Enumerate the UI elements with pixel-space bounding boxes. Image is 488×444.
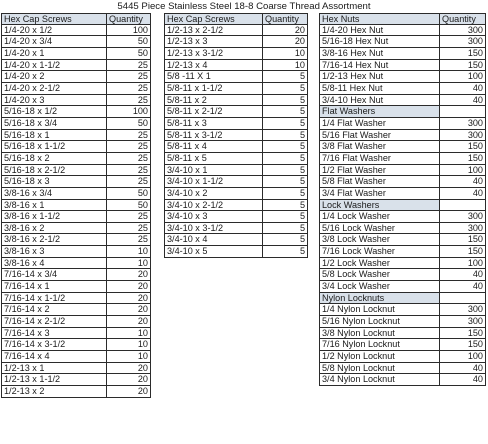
- table-row: [1, 246, 151, 258]
- table-row: [164, 83, 308, 95]
- quantity-cell: 20: [107, 304, 151, 315]
- quantity-cell: 50: [107, 36, 151, 47]
- table-row: [164, 71, 308, 83]
- table-row: [1, 95, 151, 107]
- item-name-cell: 3/8-16 Hex Nut: [319, 48, 440, 59]
- section-header-row: [319, 293, 486, 305]
- item-name-cell: 7/16-14 x 1-1/2: [1, 293, 107, 304]
- table-row: [164, 25, 308, 37]
- quantity-cell: 100: [107, 106, 151, 117]
- quantity-cell: 300: [440, 304, 486, 315]
- table-row: [319, 223, 486, 235]
- item-name-cell: 3/4 Lock Washer: [319, 281, 440, 292]
- table-row: [164, 234, 308, 246]
- table-row: [164, 223, 308, 235]
- table-row: [319, 83, 486, 95]
- table-row: [1, 200, 151, 212]
- item-name-cell: 1/4 Flat Washer: [319, 118, 440, 129]
- table-row: [164, 211, 308, 223]
- quantity-cell: 20: [107, 386, 151, 397]
- quantity-cell: 40: [440, 188, 486, 199]
- item-name-cell: 3/4-10 x 2: [164, 188, 263, 199]
- item-name-cell: 7/16-14 x 3-1/2: [1, 339, 107, 350]
- item-name-cell: 5/16-18 x 1/2: [1, 106, 107, 117]
- page-title: 5445 Piece Stainless Steel 18-8 Coarse Thread Assortment: [117, 1, 371, 12]
- item-name-cell: 1/4-20 x 2: [1, 71, 107, 82]
- table-header-row: [319, 13, 486, 25]
- item-name-cell: 3/4-10 Hex Nut: [319, 95, 440, 106]
- table-row: [1, 316, 151, 328]
- quantity-cell: 20: [107, 363, 151, 374]
- item-name-cell: 1/4-20 Hex Nut: [319, 25, 440, 36]
- item-name-cell: 1/2-13 x 3-1/2: [164, 48, 263, 59]
- table-row: [319, 281, 486, 293]
- quantity-cell: 300: [440, 211, 486, 222]
- item-name-cell: 3/4-10 x 1-1/2: [164, 176, 263, 187]
- quantity-cell: 5: [263, 234, 308, 245]
- table-row: [319, 211, 486, 223]
- quantity-cell: 50: [107, 188, 151, 199]
- quantity-cell: 10: [107, 339, 151, 350]
- table-row: [319, 328, 486, 340]
- item-name-cell: 3/8 Flat Washer: [319, 141, 440, 152]
- table-row: [1, 153, 151, 165]
- quantity-cell: 5: [263, 200, 308, 211]
- table-row: [1, 269, 151, 281]
- item-name-cell: 5/8-11 x 5: [164, 153, 263, 164]
- quantity-cell: 25: [107, 153, 151, 164]
- quantity-cell: 100: [440, 258, 486, 269]
- table-row: [319, 36, 486, 48]
- table-row: [1, 386, 151, 398]
- quantity-cell: 300: [440, 223, 486, 234]
- table-row: [319, 130, 486, 142]
- quantity-cell: 40: [440, 281, 486, 292]
- item-name-cell: 1/4-20 x 2-1/2: [1, 83, 107, 94]
- table-header-row: [164, 13, 308, 25]
- quantity-cell: 5: [263, 211, 308, 222]
- quantity-cell: 25: [107, 83, 151, 94]
- table-row: [319, 351, 486, 363]
- item-name-cell: 3/8-16 x 1: [1, 200, 107, 211]
- table-row: [1, 36, 151, 48]
- item-name-cell: 5/8 -11 X 1: [164, 71, 263, 82]
- quantity-cell: 5: [263, 188, 308, 199]
- item-name-cell: 7/16 Nylon Locknut: [319, 339, 440, 350]
- table-row: [1, 363, 151, 375]
- table-row: [164, 118, 308, 130]
- quantity-cell: 20: [263, 36, 308, 47]
- item-name-cell: 3/8-16 x 4: [1, 258, 107, 269]
- quantity-cell: 5: [263, 165, 308, 176]
- column-header-quantity: Quantity: [440, 14, 486, 24]
- quantity-cell: 25: [107, 165, 151, 176]
- section-title: Flat Washers: [319, 106, 440, 117]
- quantity-cell: 300: [440, 36, 486, 47]
- table-row: [1, 71, 151, 83]
- table-row: [319, 316, 486, 328]
- table-row: [164, 36, 308, 48]
- item-name-cell: 5/8-11 x 3: [164, 118, 263, 129]
- item-name-cell: 5/8-11 x 3-1/2: [164, 130, 263, 141]
- quantity-cell: 100: [107, 25, 151, 36]
- table-row: [1, 328, 151, 340]
- table-row: [1, 60, 151, 72]
- table-row: [319, 363, 486, 375]
- quantity-cell: 5: [263, 176, 308, 187]
- table-row: [319, 258, 486, 270]
- table-row: [319, 60, 486, 72]
- item-name-cell: 7/16 Flat Washer: [319, 153, 440, 164]
- section-title: Lock Washers: [319, 200, 440, 211]
- item-name-cell: 5/16 Flat Washer: [319, 130, 440, 141]
- item-name-cell: 3/8-16 x 2-1/2: [1, 234, 107, 245]
- quantity-cell: 50: [107, 118, 151, 129]
- table-row: [319, 118, 486, 130]
- quantity-cell: 25: [107, 60, 151, 71]
- table-row: [319, 246, 486, 258]
- table-row: [164, 188, 308, 200]
- quantity-cell: 20: [107, 281, 151, 292]
- section-header-row: [319, 106, 486, 118]
- quantity-cell: 150: [440, 60, 486, 71]
- quantity-cell: 50: [107, 48, 151, 59]
- item-name-cell: 5/8-11 Hex Nut: [319, 83, 440, 94]
- item-name-cell: 1/2-13 Hex Nut: [319, 71, 440, 82]
- quantity-cell: 25: [107, 223, 151, 234]
- section-header-row: [319, 200, 486, 212]
- quantity-cell: 20: [107, 316, 151, 327]
- table-row: [1, 339, 151, 351]
- table-row: [1, 351, 151, 363]
- quantity-cell: 25: [107, 176, 151, 187]
- column-header-item: Hex Cap Screws: [1, 14, 107, 24]
- item-name-cell: 1/2 Nylon Locknut: [319, 351, 440, 362]
- table-row: [164, 106, 308, 118]
- item-name-cell: 3/8-16 x 1-1/2: [1, 211, 107, 222]
- item-name-cell: 5/8-11 x 2: [164, 95, 263, 106]
- item-name-cell: 3/8 Nylon Locknut: [319, 328, 440, 339]
- quantity-cell: 150: [440, 153, 486, 164]
- quantity-cell: 300: [440, 25, 486, 36]
- quantity-cell: [440, 106, 486, 117]
- item-name-cell: 5/16-18 x 1-1/2: [1, 141, 107, 152]
- table-header-row: [1, 13, 151, 25]
- quantity-cell: 150: [440, 48, 486, 59]
- quantity-cell: 20: [107, 293, 151, 304]
- table-row: [164, 130, 308, 142]
- quantity-cell: 40: [440, 363, 486, 374]
- table-row: [319, 71, 486, 83]
- item-name-cell: 5/8-11 x 2-1/2: [164, 106, 263, 117]
- table-row: [1, 165, 151, 177]
- table-row: [319, 25, 486, 37]
- table-row: [1, 211, 151, 223]
- item-name-cell: 7/16-14 x 3: [1, 328, 107, 339]
- column-header-item: Hex Cap Screws: [164, 14, 263, 24]
- quantity-cell: 40: [440, 374, 486, 385]
- item-name-cell: 5/16 Lock Washer: [319, 223, 440, 234]
- table-row: [1, 118, 151, 130]
- item-name-cell: 1/2-13 x 2-1/2: [164, 25, 263, 36]
- table-row: [164, 60, 308, 72]
- table-body: [319, 25, 486, 386]
- item-name-cell: 5/16-18 x 1: [1, 130, 107, 141]
- item-name-cell: 1/4-20 x 1-1/2: [1, 60, 107, 71]
- table-row: [164, 95, 308, 107]
- item-name-cell: 5/8 Flat Washer: [319, 176, 440, 187]
- table-row: [319, 95, 486, 107]
- item-name-cell: 3/8-16 x 2: [1, 223, 107, 234]
- table-body: [164, 25, 308, 258]
- quantity-cell: 10: [107, 351, 151, 362]
- item-name-cell: 7/16-14 Hex Nut: [319, 60, 440, 71]
- item-name-cell: 3/4 Nylon Locknut: [319, 374, 440, 385]
- item-name-cell: 3/4-10 x 3-1/2: [164, 223, 263, 234]
- table-row: [319, 188, 486, 200]
- quantity-cell: 25: [107, 141, 151, 152]
- table-row: [164, 200, 308, 212]
- item-name-cell: 3/8 Lock Washer: [319, 234, 440, 245]
- table-row: [1, 304, 151, 316]
- quantity-cell: 5: [263, 83, 308, 94]
- quantity-cell: 5: [263, 141, 308, 152]
- quantity-cell: 10: [107, 258, 151, 269]
- quantity-cell: 20: [107, 269, 151, 280]
- item-name-cell: 1/4-20 x 1: [1, 48, 107, 59]
- item-name-cell: 5/16-18 Hex Nut: [319, 36, 440, 47]
- table-row: [1, 83, 151, 95]
- table-nuts-washers: [319, 13, 486, 386]
- item-name-cell: 3/8-16 x 3: [1, 246, 107, 257]
- quantity-cell: 5: [263, 130, 308, 141]
- item-name-cell: 1/4-20 x 3/4: [1, 36, 107, 47]
- table-row: [1, 176, 151, 188]
- item-name-cell: 5/16-18 x 3/4: [1, 118, 107, 129]
- column-header-quantity: Quantity: [107, 14, 151, 24]
- quantity-cell: [440, 293, 486, 304]
- table-row: [1, 281, 151, 293]
- quantity-cell: 100: [440, 71, 486, 82]
- table-row: [1, 234, 151, 246]
- item-name-cell: 7/16-14 x 2-1/2: [1, 316, 107, 327]
- column-header-quantity: Quantity: [263, 14, 308, 24]
- quantity-cell: 10: [263, 60, 308, 71]
- item-name-cell: 1/4 Lock Washer: [319, 211, 440, 222]
- table-body: [1, 25, 151, 398]
- item-name-cell: 7/16-14 x 4: [1, 351, 107, 362]
- quantity-cell: 20: [107, 374, 151, 385]
- quantity-cell: 150: [440, 246, 486, 257]
- quantity-cell: 50: [107, 200, 151, 211]
- quantity-cell: 5: [263, 95, 308, 106]
- table-row: [1, 188, 151, 200]
- table-hex-cap-screws-2: [164, 13, 308, 258]
- quantity-cell: 40: [440, 95, 486, 106]
- table-hex-cap-screws-1: [1, 13, 151, 398]
- item-name-cell: 3/4-10 x 1: [164, 165, 263, 176]
- item-name-cell: 1/4 Nylon Locknut: [319, 304, 440, 315]
- quantity-cell: 10: [107, 246, 151, 257]
- item-name-cell: 1/2-13 x 1: [1, 363, 107, 374]
- quantity-cell: 300: [440, 316, 486, 327]
- quantity-cell: 25: [107, 211, 151, 222]
- quantity-cell: 300: [440, 118, 486, 129]
- table-row: [319, 153, 486, 165]
- item-name-cell: 1/2-13 x 2: [1, 386, 107, 397]
- quantity-cell: 100: [440, 351, 486, 362]
- quantity-cell: 25: [107, 95, 151, 106]
- item-name-cell: 5/8 Nylon Locknut: [319, 363, 440, 374]
- quantity-cell: 5: [263, 71, 308, 82]
- quantity-cell: [440, 200, 486, 211]
- quantity-cell: 5: [263, 106, 308, 117]
- quantity-cell: 5: [263, 118, 308, 129]
- item-name-cell: 1/4-20 x 3: [1, 95, 107, 106]
- quantity-cell: 40: [440, 83, 486, 94]
- table-row: [319, 374, 486, 386]
- item-name-cell: 5/16-18 x 3: [1, 176, 107, 187]
- item-name-cell: 1/4-20 x 1/2: [1, 25, 107, 36]
- item-name-cell: 3/4-10 x 4: [164, 234, 263, 245]
- item-name-cell: 5/8-11 x 1-1/2: [164, 83, 263, 94]
- table-row: [319, 141, 486, 153]
- table-row: [319, 176, 486, 188]
- quantity-cell: 150: [440, 234, 486, 245]
- item-name-cell: 5/16-18 x 2: [1, 153, 107, 164]
- table-row: [164, 165, 308, 177]
- quantity-cell: 150: [440, 328, 486, 339]
- item-name-cell: 3/4-10 x 5: [164, 246, 263, 257]
- table-row: [164, 153, 308, 165]
- quantity-cell: 10: [263, 48, 308, 59]
- quantity-cell: 10: [107, 328, 151, 339]
- item-name-cell: 1/2-13 x 3: [164, 36, 263, 47]
- table-row: [1, 106, 151, 118]
- quantity-cell: 150: [440, 141, 486, 152]
- item-name-cell: 3/8-16 x 3/4: [1, 188, 107, 199]
- item-name-cell: 1/2 Lock Washer: [319, 258, 440, 269]
- item-name-cell: 7/16 Lock Washer: [319, 246, 440, 257]
- quantity-cell: 150: [440, 339, 486, 350]
- item-name-cell: 3/4 Flat Washer: [319, 188, 440, 199]
- table-row: [1, 48, 151, 60]
- table-row: [319, 339, 486, 351]
- table-row: [319, 234, 486, 246]
- quantity-cell: 25: [107, 71, 151, 82]
- table-row: [319, 48, 486, 60]
- item-name-cell: 5/8 Lock Washer: [319, 269, 440, 280]
- table-row: [164, 48, 308, 60]
- item-name-cell: 3/4-10 x 2-1/2: [164, 200, 263, 211]
- item-name-cell: 1/2-13 x 1-1/2: [1, 374, 107, 385]
- quantity-cell: 40: [440, 176, 486, 187]
- quantity-cell: 300: [440, 130, 486, 141]
- quantity-cell: 40: [440, 269, 486, 280]
- item-name-cell: 7/16-14 x 1: [1, 281, 107, 292]
- item-name-cell: 1/2 Flat Washer: [319, 165, 440, 176]
- quantity-cell: 5: [263, 246, 308, 257]
- table-row: [164, 176, 308, 188]
- item-name-cell: 5/16 Nylon Locknut: [319, 316, 440, 327]
- table-row: [1, 374, 151, 386]
- quantity-cell: 25: [107, 234, 151, 245]
- table-row: [319, 304, 486, 316]
- item-name-cell: 7/16-14 x 2: [1, 304, 107, 315]
- quantity-cell: 5: [263, 153, 308, 164]
- table-row: [319, 269, 486, 281]
- table-row: [319, 165, 486, 177]
- table-row: [1, 141, 151, 153]
- quantity-cell: 100: [440, 165, 486, 176]
- table-row: [1, 25, 151, 37]
- quantity-cell: 20: [263, 25, 308, 36]
- item-name-cell: 7/16-14 x 3/4: [1, 269, 107, 280]
- column-header-item: Hex Nuts: [319, 14, 440, 24]
- table-row: [164, 141, 308, 153]
- item-name-cell: 1/2-13 x 4: [164, 60, 263, 71]
- quantity-cell: 25: [107, 130, 151, 141]
- table-row: [1, 130, 151, 142]
- quantity-cell: 5: [263, 223, 308, 234]
- table-row: [1, 293, 151, 305]
- table-row: [1, 258, 151, 270]
- item-name-cell: 5/16-18 x 2-1/2: [1, 165, 107, 176]
- item-name-cell: 5/8-11 x 4: [164, 141, 263, 152]
- item-name-cell: 3/4-10 x 3: [164, 211, 263, 222]
- table-row: [164, 246, 308, 258]
- table-row: [1, 223, 151, 235]
- section-title: Nylon Locknuts: [319, 293, 440, 304]
